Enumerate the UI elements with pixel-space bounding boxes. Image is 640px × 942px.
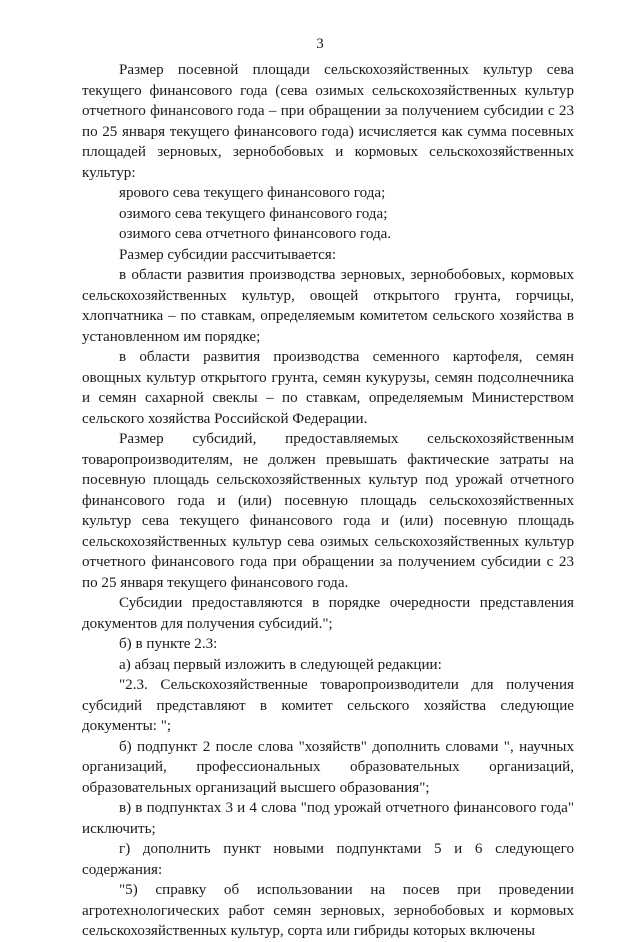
list-item-winter-sowing-reporting: озимого сева отчетного финансового года. [119,226,392,242]
paragraph-new-subitems: г) дополнить пункт новыми подпунктами 5 и 6 следующего содержания: [82,841,574,878]
paragraph-subitems-3-4-exclusion: в) в подпунктах 3 и 4 слова "под урожай отчетного финансового года" исключить; [82,800,574,837]
paragraph-subitem-5-certificate: "5) справку об использовании на посев при проведении агротехнологических работ семян зерновых, зернобобовых и кормовых сельскохозяйственных культур, сорта или гибриды которых включены [82,882,574,939]
paragraph-subitem-2-addition: б) подпункт 2 после слова "хозяйств" дополнить словами ", научных организаций, профессиональных образовательных организаций, образовательных организаций высшего образования"; [82,738,574,796]
paragraph-subsidy-calculation: Размер субсидии рассчитывается: [119,246,337,263]
paragraph-sowing-area: Размер посевной площади сельскохозяйственных культур сева текущего финансового года (сева озимых сельскохозяйственных культур отчетного финансового года – при обращении за получением субсидии с 23 по 25 января текущего финансового года) исчисляется как сумма посевных площадей зерновых, зернобобовых и кормовых сельскохозяйственных культур: [82,62,574,181]
document-body [82,60,574,942]
page-number: 3 [316,36,324,52]
list-item-winter-sowing-current: озимого сева текущего финансового года; [119,205,388,222]
paragraph-grain-crops-rates: в области развития производства зерновых, зернобобовых, кормовых сельскохозяйственных культур, овощей открытого грунта, горчицы, хлопчатника – по ставкам, определяемым комитетом сельского хозяйства в установленном им порядке; [82,267,574,345]
paragraph-seed-potato-rates: в области развития производства семенного картофеля, семян овощных культур открытого грунта, семян кукурузы, семян подсолнечника и семян сахарной свеклы – по ставкам, определяемым Министерством сельского хозяйства Российской Федерации. [82,349,574,427]
paragraph-clause-2-3: б) в пункте 2.3: [119,636,218,652]
list-item-spring-sowing: ярового сева текущего финансового года; [119,185,386,201]
paragraph-subsidy-order: Субсидии предоставляются в порядке очередности представления документов для получения субсидий."; [82,595,574,632]
paragraph-subsidy-limit: Размер субсидий, предоставляемых сельскохозяйственным товаропроизводителям, не должен превышать фактические затраты на посевную площадь сельскохозяйственных культур под урожай отчетного финансового года и (или) посевную площадь сельскохозяйственных культур сева текущего финансового года и (или) посевную площадь сельскохозяйственных культур сева озимых сельскохозяйственных культур отчетного финансового года при обращении за получением субсидии с 23 по 25 января текущего финансового года. [82,431,574,591]
paragraph-quote-2-3: "2.3. Сельскохозяйственные товаропроизводители для получения субсидий представляют в комитет сельского хозяйства следующие документы: "; [82,677,574,734]
paragraph-first-indent-edit: а) абзац первый изложить в следующей редакции: [119,656,442,673]
